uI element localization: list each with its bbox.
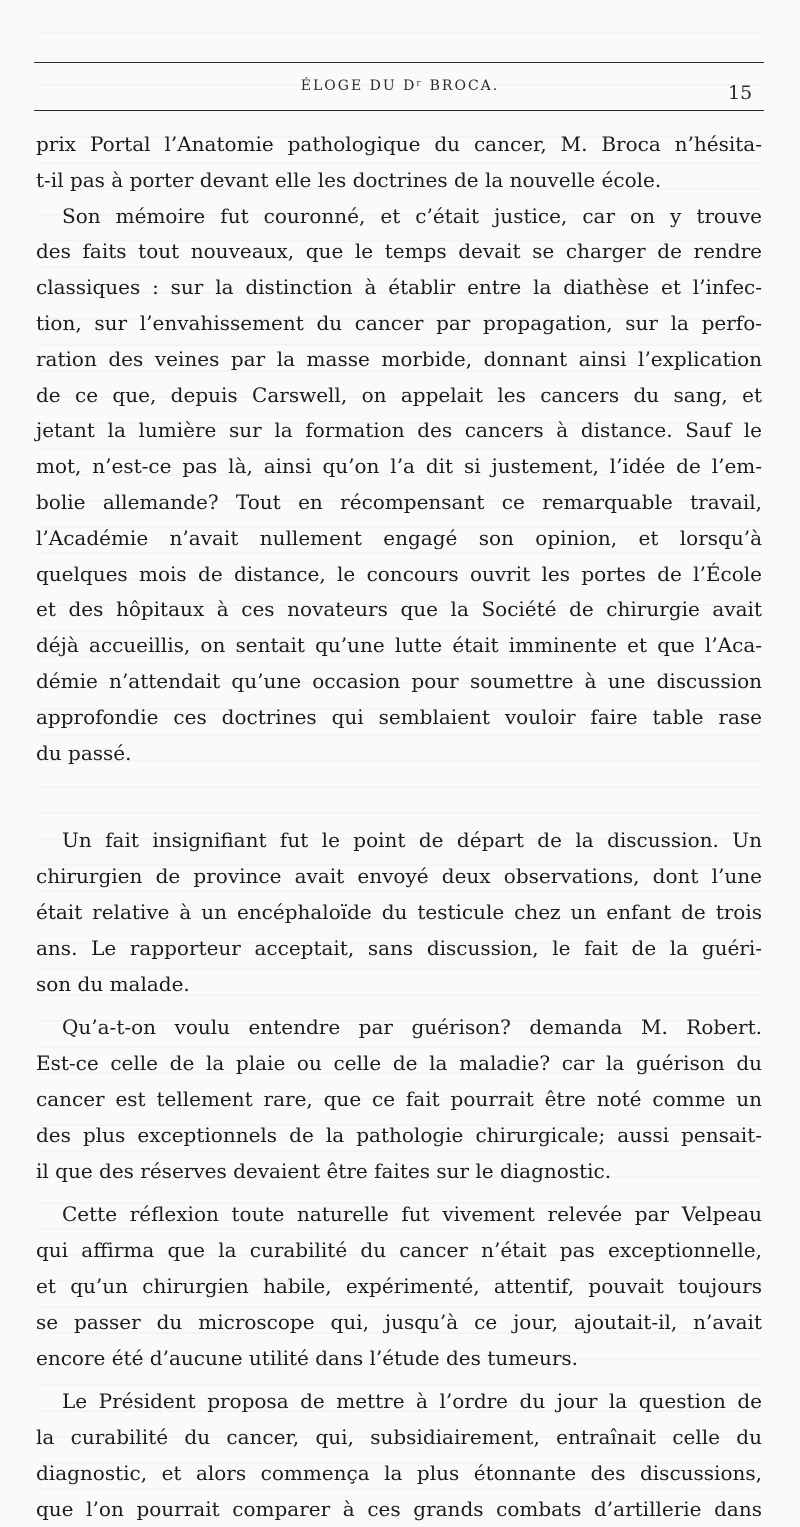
text-line: encore été d’aucune utilité dans l’étude des tumeurs. — [36, 1345, 579, 1370]
text-line: tion, sur l’envahissement du cancer par propagation, sur la perfo- — [36, 310, 762, 335]
text-line: Est-ce celle de la plaie ou celle de la maladie? car la guérison du — [36, 1051, 762, 1076]
text-line: la curabilité du cancer, qui, subsidiairement, entraînait celle du — [36, 1425, 762, 1450]
text-line: ans. Le rapporteur acceptait, sans discussion, le fait de la guéri- — [36, 935, 762, 960]
text-line: ration des veines par la masse morbide, donnant ainsi l’explication — [36, 346, 762, 371]
text-line: démie n’attendait qu’une occasion pour soumettre à une discussion — [36, 668, 762, 693]
text-line: Qu’a-t-on voulu entendre par guérison? demanda M. Robert. — [62, 1015, 762, 1040]
text-line: Cette réflexion toute naturelle fut vivement relevée par Velpeau — [62, 1202, 762, 1227]
paragraph — [36, 127, 762, 199]
text-line: jetant la lumière sur la formation des cancers à distance. Sauf le — [36, 418, 762, 443]
running-title: ÉLOGE DU Dʳ BROCA. — [300, 78, 500, 94]
paragraph — [36, 199, 762, 772]
paragraph-spacing — [36, 1189, 762, 1197]
text-line: était relative à un encéphaloïde du testicule chez un enfant de trois — [36, 899, 762, 924]
text-line: du passé. — [36, 740, 132, 765]
paragraph — [36, 1197, 762, 1376]
text-line: cancer est tellement rare, que ce fait pourrait être noté comme un — [36, 1086, 762, 1111]
page-number: 15 — [728, 82, 753, 104]
text-line: de ce que, depuis Carswell, on appelait les cancers du sang, et — [36, 382, 762, 407]
text-line: et qu’un chirurgien habile, expérimenté, attentif, pouvait toujours — [36, 1273, 762, 1298]
text-line: il que des réserves devaient être faites sur le diagnostic. — [36, 1158, 612, 1183]
text-line: bolie allemande? Tout en récompensant ce remarquable travail, — [36, 489, 762, 514]
text-line: mot, n’est-ce pas là, ainsi qu’on l’a dit si justement, l’idée de l’em- — [36, 454, 762, 479]
text-line: son du malade. — [36, 971, 190, 996]
text-line: l’Académie n’avait nullement engagé son opinion, et lorsqu’à — [36, 525, 762, 550]
text-line: prix Portal l’Anatomie pathologique du cancer, M. Broca n’hésita- — [36, 132, 762, 156]
text-line: t-il pas à porter devant elle les doctrines de la nouvelle école. — [36, 167, 662, 192]
text-line: déjà accueillis, on sentait qu’une lutte était imminente et que l’Aca- — [36, 633, 762, 658]
text-line: classiques : sur la distinction à établir entre la diathèse et l’infec- — [36, 275, 762, 300]
text-line: Un fait insignifiant fut le point de départ de la discussion. Un — [62, 828, 762, 853]
text-line: Le Président proposa de mettre à l’ordre du jour la question de — [62, 1389, 762, 1414]
text-line: quelques mois de distance, le concours ouvrit les portes de l’École — [36, 561, 762, 586]
text-line: qui affirma que la curabilité du cancer n’était pas exceptionnelle, — [36, 1238, 762, 1263]
text-line: chirurgien de province avait envoyé deux observations, dont l’une — [36, 864, 762, 889]
paragraph — [36, 1384, 762, 1527]
text-line: Son mémoire fut couronné, et c’était justice, car on y trouve — [62, 203, 762, 228]
text-line: approfondie ces doctrines qui semblaient vouloir faire table rase — [36, 704, 762, 729]
text-line: que l’on pourrait comparer à ces grands combats d’artillerie dans — [36, 1496, 762, 1521]
body-text — [36, 127, 762, 1527]
paragraph-spacing — [36, 1002, 762, 1010]
header-top-rule — [34, 62, 764, 63]
header-bottom-rule — [34, 110, 764, 111]
text-line: se passer du microscope qui, jusqu’à ce jour, ajoutait-il, n’avait — [36, 1309, 762, 1334]
text-line: et des hôpitaux à ces novateurs que la Société de chirurgie avait — [36, 597, 762, 622]
section-break — [36, 771, 762, 823]
paragraph — [36, 1010, 762, 1189]
paragraph — [36, 823, 762, 1002]
text-line: diagnostic, et alors commença la plus étonnante des discussions, — [36, 1460, 762, 1485]
text-line: des faits tout nouveaux, que le temps devait se charger de rendre — [36, 239, 762, 264]
paragraph-spacing — [36, 1376, 762, 1384]
text-line: des plus exceptionnels de la pathologie chirurgicale; aussi pensait- — [36, 1122, 762, 1147]
